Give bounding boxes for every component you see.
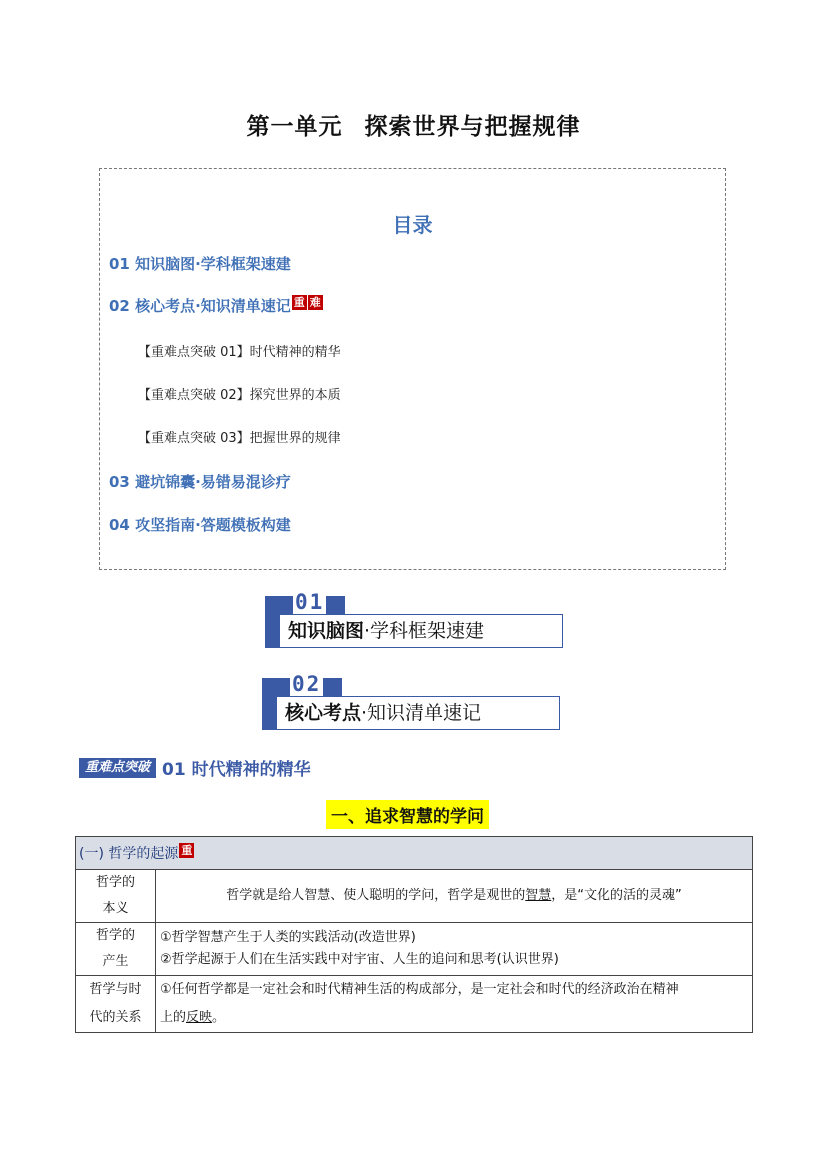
section-banner-02 — [262, 672, 562, 738]
table-row — [76, 870, 753, 923]
page-title — [0, 108, 827, 141]
banner-title — [279, 614, 563, 648]
table-row — [76, 976, 753, 1033]
row-key: 哲学与时 代的关系 — [76, 976, 156, 1033]
unit-label: 第一单元 — [246, 114, 343, 140]
toc-item-04[interactable]: 04 攻坚指南·答题模板构建 — [109, 516, 291, 534]
banner-title-rest: ·知识清单速记 — [361, 702, 482, 724]
toc-item-02[interactable] — [109, 295, 323, 316]
table-header-row — [76, 837, 753, 870]
toc-item-03[interactable]: 03 避坑锦囊·易错易混诊疗 — [109, 473, 291, 491]
banner-title-strong: 知识脑图 — [288, 620, 365, 642]
row-key: 哲学的 产生 — [76, 923, 156, 976]
section-title: 01 时代精神的精华 — [162, 760, 311, 780]
toc-item-01[interactable]: 01 知识脑图·学科框架速建 — [109, 255, 291, 273]
toc-item-02-label: 02 核心考点·知识清单速记 — [109, 297, 291, 315]
toc-heading: 目录 — [392, 213, 433, 237]
table-of-contents — [99, 168, 726, 570]
toc-subitem-01[interactable]: 【重难点突破 01】时代精神的精华 — [138, 345, 341, 360]
row-value: ①任何哲学都是一定社会和时代精神生活的构成部分，是一定社会和时代的经济政治在精神 上的反映。 — [156, 976, 753, 1033]
banner-bar — [262, 696, 276, 730]
table-row — [76, 923, 753, 976]
section-label — [79, 755, 311, 780]
banner-title-rest: ·学科框架速建 — [364, 620, 485, 642]
section-banner-01 — [265, 590, 565, 656]
row-value: 哲学就是给人智慧、使人聪明的学问，哲学是观世的智慧，是“文化的活的灵魂” — [156, 870, 753, 923]
banner-number: 02 — [292, 672, 322, 696]
key-badge: 重 — [181, 844, 193, 857]
banner-title — [276, 696, 560, 730]
difficult-badge: 难 — [309, 296, 321, 309]
row-value: ①哲学智慧产生于人类的实践活动(改造世界) ②哲学起源于人们在生活实践中对宇宙、人生的追问和思考(认识世界) — [156, 923, 753, 976]
content-table — [75, 836, 753, 1033]
table-header — [76, 837, 753, 870]
row-key: 哲学的 本义 — [76, 870, 156, 923]
banner-bar — [265, 614, 279, 648]
toc-subitem-02[interactable]: 【重难点突破 02】探究世界的本质 — [138, 388, 341, 403]
banner-title-strong: 核心考点 — [285, 702, 362, 724]
table-header-text: (一) 哲学的起源 — [79, 846, 179, 862]
key-badge: 重 — [293, 296, 305, 309]
unit-topic: 探索世界与把握规律 — [364, 114, 581, 140]
banner-number: 01 — [295, 590, 325, 614]
subheading: 一、追求智慧的学问 — [326, 800, 489, 829]
toc-subitem-03[interactable]: 【重难点突破 03】把握世界的规律 — [138, 431, 341, 446]
section-tag: 重难点突破 — [79, 758, 156, 778]
